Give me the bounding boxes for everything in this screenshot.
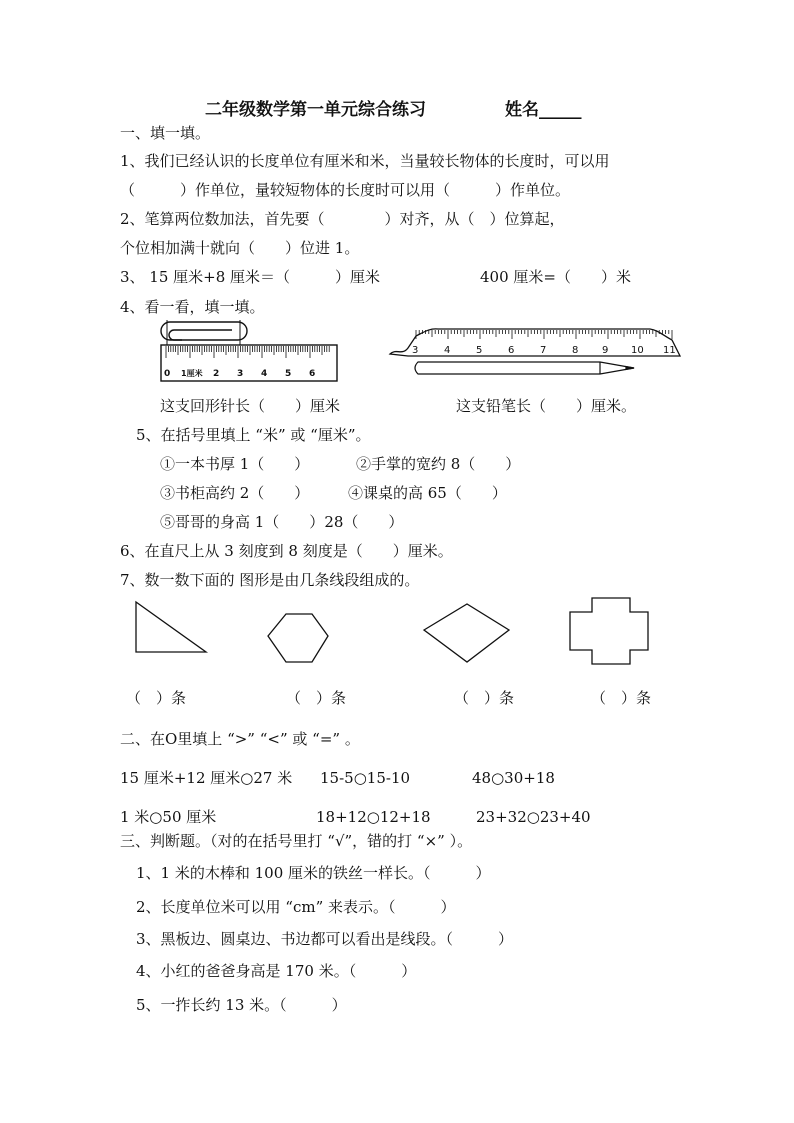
paperclip-icon bbox=[161, 322, 247, 340]
compare-5: 18+12○12+18 bbox=[316, 808, 431, 826]
ruler-pencil-figure bbox=[388, 326, 694, 382]
compare-2: 15-5○15-10 bbox=[320, 769, 411, 787]
ruler-right-label-11: 11 bbox=[663, 345, 676, 356]
cross-shape bbox=[570, 598, 648, 664]
judge-item-3: 3、黑板边、圆桌边、书边都可以看出是线段。（ ） bbox=[136, 930, 514, 948]
q4-heading: 4、看一看，填一填。 bbox=[120, 298, 265, 316]
section3-heading: 三、判断题。（对的在括号里打 “√”，错的打 “×” ）。 bbox=[120, 832, 473, 850]
judge-item-1: 1、1 米的木棒和 100 厘米的铁丝一样长。（ ） bbox=[136, 864, 491, 882]
q5-item-1: ①一本书厚 1（ ） bbox=[160, 455, 310, 473]
ruler-right-label-8: 8 bbox=[572, 345, 579, 356]
shape-answer-1: （ ）条 bbox=[126, 689, 187, 707]
name-field-label[interactable]: 姓名_____ bbox=[505, 100, 582, 120]
judge-item-5: 5、一拃长约 13 米。（ ） bbox=[136, 996, 347, 1014]
q3-part-b: 400 厘米=（ ）米 bbox=[480, 268, 631, 286]
shape-answer-2: （ ）条 bbox=[286, 689, 347, 707]
judge-item-2: 2、长度单位米可以用 “cm” 来表示。（ ） bbox=[136, 898, 456, 916]
q4-part-a: 这支回形针长（ ）厘米 bbox=[160, 397, 341, 415]
ruler-left-label-2: 2 bbox=[213, 369, 220, 379]
ruler-right-label-4: 4 bbox=[444, 345, 451, 356]
hexagon-shape bbox=[268, 614, 328, 662]
ruler-right-label-5: 5 bbox=[476, 345, 483, 356]
ruler-paperclip-figure bbox=[160, 318, 340, 384]
compare-4: 1 米○50 厘米 bbox=[120, 808, 217, 826]
compare-3: 48○30+18 bbox=[472, 769, 555, 787]
pencil-icon bbox=[415, 362, 634, 374]
section2-heading: 二、在O里填上 “>” “<” 或 “=” 。 bbox=[120, 730, 360, 748]
judge-item-4: 4、小红的爸爸身高是 170 米。（ ） bbox=[136, 962, 417, 980]
q1-line2: （ ）作单位，量较短物体的长度时可以用（ ）作单位。 bbox=[120, 181, 571, 199]
ruler-right-label-3: 3 bbox=[412, 345, 419, 356]
ruler-right-label-7: 7 bbox=[540, 345, 547, 356]
q3-part-a: 3、 15 厘米+8 厘米＝（ ）厘米 bbox=[120, 268, 381, 286]
worksheet-title: 二年级数学第一单元综合练习 bbox=[205, 100, 426, 120]
ruler-left-label-3: 3 bbox=[237, 369, 244, 379]
shape-answer-4: （ ）条 bbox=[591, 689, 652, 707]
ruler-left-label-0: 0 bbox=[164, 369, 171, 379]
ruler-left-label-5: 5 bbox=[285, 369, 292, 379]
ruler-left-label-1: 1厘米 bbox=[181, 369, 203, 378]
ruler-right-label-6: 6 bbox=[508, 345, 515, 356]
q6: 6、在直尺上从 3 刻度到 8 刻度是（ ）厘米。 bbox=[120, 542, 453, 560]
ruler-right-label-10: 10 bbox=[631, 345, 644, 356]
q5-item-5: ⑤哥哥的身高 1（ ）28（ ） bbox=[160, 513, 404, 531]
shapes-row bbox=[120, 594, 680, 674]
compare-1: 15 厘米+12 厘米○27 米 bbox=[120, 769, 293, 787]
rhombus-shape bbox=[424, 604, 509, 662]
q5-heading: 5、在括号里填上 “米” 或 “厘米”。 bbox=[136, 426, 371, 444]
q5-item-4: ④课桌的高 65（ ） bbox=[348, 484, 507, 502]
ruler-left-label-4: 4 bbox=[261, 369, 268, 379]
q2-line2: 个位相加满十就向（ ）位进 1。 bbox=[120, 239, 360, 257]
section1-heading: 一、填一填。 bbox=[120, 124, 211, 142]
q5-item-2: ②手掌的宽约 8（ ） bbox=[356, 455, 521, 473]
q5-item-3: ③书柜高约 2（ ） bbox=[160, 484, 310, 502]
q4-part-b: 这支铅笔长（ ）厘米。 bbox=[456, 397, 637, 415]
q7: 7、数一数下面的 图形是由几条线段组成的。 bbox=[120, 571, 420, 589]
ruler-left-label-6: 6 bbox=[309, 369, 316, 379]
q1-line1: 1、我们已经认识的长度单位有厘米和米，当量较长物体的长度时，可以用 bbox=[120, 152, 610, 170]
shape-answer-3: （ ）条 bbox=[454, 689, 515, 707]
ruler-right-label-9: 9 bbox=[602, 345, 609, 356]
triangle-shape bbox=[136, 602, 206, 652]
compare-6: 23+32○23+40 bbox=[476, 808, 591, 826]
q2-line1: 2、笔算两位数加法，首先要（ ）对齐，从（ ）位算起， bbox=[120, 210, 565, 228]
